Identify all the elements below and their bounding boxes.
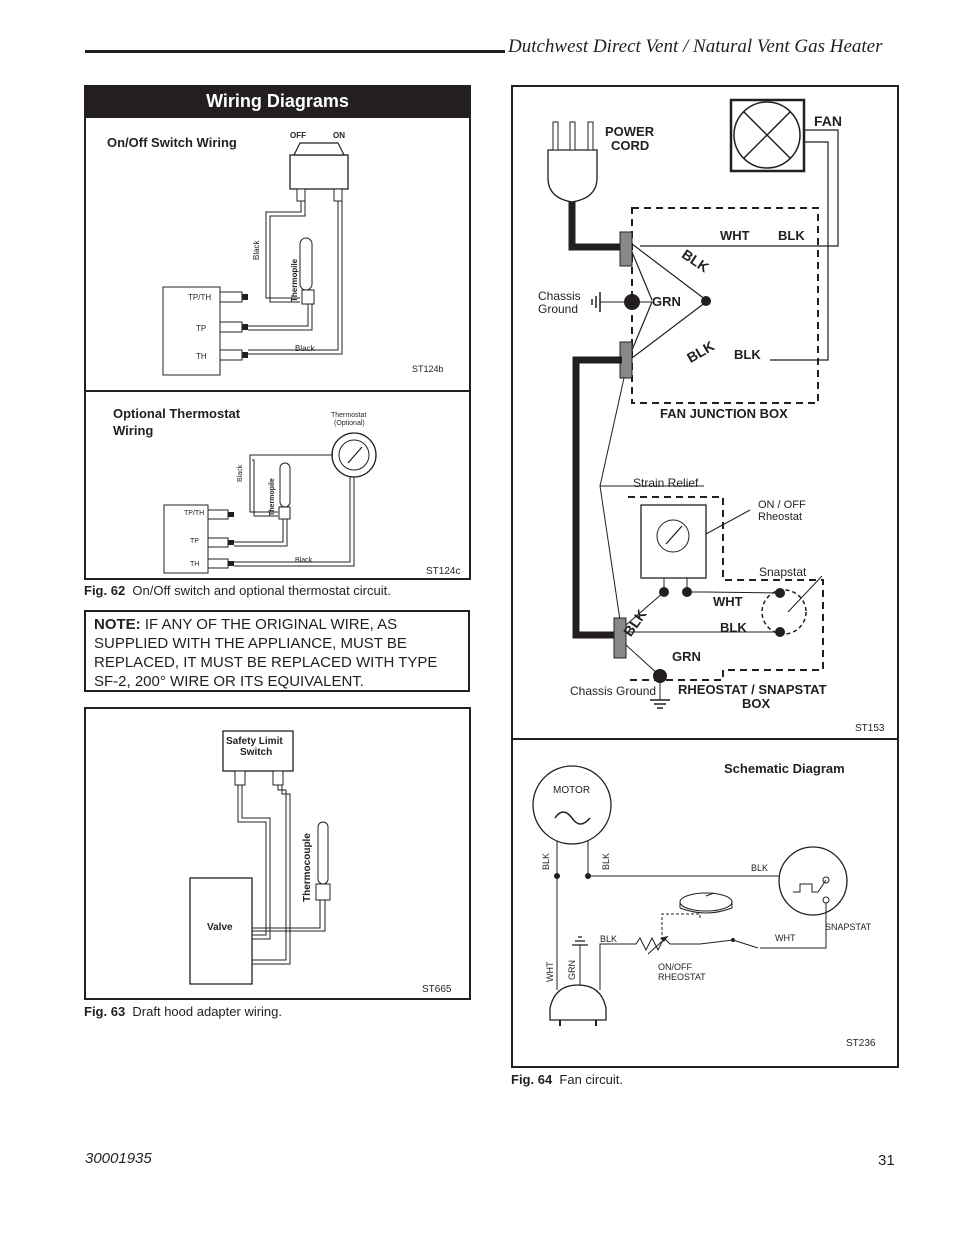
schematic-blk-label-1: BLK [541,852,551,870]
diagram-code-st124c: ST124c [426,566,461,577]
diagram-code-st124b: ST124b [412,364,444,374]
fig64-caption [511,1072,623,1087]
chassis-ground-label-2: Ground [538,302,579,316]
wire-blk-diagonal-1: BLK [679,246,712,276]
wire-blk-label-2: BLK [734,347,761,362]
schematic-rheostat-label-2: RHEOSTAT [658,972,706,982]
fig64-caption-number: Fig. 64 [511,1072,553,1087]
note-text: IF ANY OF THE ORIGINAL WIRE, AS SUPPLIED WITH THE APPLIANCE, MUST BE REPLACED, IT MUST BE REPLACED WITH TYPE SF-2, 200° WIRE OR ITS EQUIVALENT. [94,616,438,690]
onoff-switch-title: On/Off Switch Wiring [107,135,237,150]
wire-blk-diagonal-3: BLK [620,606,650,640]
wire-blk-diagonal-2: BLK [684,337,717,366]
note-lead: NOTE: [94,616,141,633]
valve-label: Valve [207,922,233,933]
terminal-th-label-2: TH [190,561,200,568]
fig62-caption-text: On/Off switch and optional thermostat circuit. [132,583,391,598]
footer-document-number: 30001935 [85,1150,152,1167]
wire-label-black: Black [252,240,261,260]
terminal-tp-label: TP [196,324,207,333]
fan-junction-box-label: FAN JUNCTION BOX [660,406,788,421]
wire-grn-label: GRN [652,294,681,309]
motor-label: MOTOR [553,785,591,796]
wire-label-black-2: Black [295,344,315,353]
power-cord-label-1: POWER [605,124,655,139]
rheostat-snapstat-box-label-2: BOX [742,696,771,711]
footer-page-number: 31 [878,1152,895,1169]
fig62-caption-number: Fig. 62 [84,583,126,598]
wire-wht-label-2: WHT [713,594,743,609]
diagram-code-st236: ST236 [846,1038,876,1049]
wire-blk-label-3: BLK [720,620,747,635]
chassis-ground-label-1: Chassis [538,289,581,303]
schematic-rheostat-label-1: ON/OFF [658,962,692,972]
thermocouple-label: Thermocouple [302,833,313,902]
power-cord-label-2: CORD [611,138,650,153]
fig63-caption-text: Draft hood adapter wiring. [132,1004,283,1019]
schematic-wht-label-2: WHT [775,933,796,943]
switch-off-label: OFF [290,131,306,140]
schematic-diagram-title: Schematic Diagram [724,761,845,776]
thermopile-label-2: Thermopile [269,478,276,516]
wire-label-black-4: Black [295,557,313,564]
wire-grn-label-2: GRN [672,649,701,664]
thermostat-title-line1: Optional Thermostat [113,406,241,421]
onoff-rheostat-label-1: ON / OFF [758,499,806,511]
thermopile-label: Thermopile [290,258,299,302]
terminal-tpth-label: TP/TH [188,293,212,302]
diagram-code-st665: ST665 [422,984,452,995]
fig63-caption-number: Fig. 63 [84,1004,126,1019]
terminal-tpth-label-2: TP/TH [184,510,205,517]
diagram-code-st153: ST153 [855,723,885,734]
terminal-th-label: TH [196,352,207,361]
safety-limit-label: Safety Limit [226,736,283,747]
schematic-wht-label-1: WHT [545,961,555,982]
wire-wht-label: WHT [720,228,750,243]
snapstat-label: Snapstat [759,565,807,579]
switch-on-label: ON [333,131,345,140]
fig64-caption-text: Fan circuit. [559,1072,623,1087]
schematic-blk-label-4: BLK [600,934,618,944]
strain-relief-label: Strain Relief [633,476,699,490]
thermostat-optional-label: (Optional) [334,420,365,427]
thermostat-title-line2: Wiring [113,423,154,438]
page-header-title: Dutchwest Direct Vent / Natural Vent Gas Heater [508,36,883,57]
section-title-banner: Wiring Diagrams [85,86,470,118]
schematic-grn-label: GRN [567,960,577,980]
wire-blk-label: BLK [778,228,805,243]
schematic-blk-label-3: BLK [751,863,769,873]
fan-label: FAN [814,113,842,129]
wire-label-black-3: Black [237,464,244,482]
rheostat-snapstat-box-label-1: RHEOSTAT / SNAPSTAT [678,682,827,697]
schematic-blk-label-2: BLK [601,852,611,870]
onoff-rheostat-label-2: Rheostat [758,511,803,523]
chassis-ground-label-3: Chassis Ground [570,684,657,698]
safety-switch-label: Switch [240,747,273,758]
thermostat-label: Thermostat [331,412,367,419]
terminal-tp-label-2: TP [190,538,199,545]
schematic-snapstat-label: SNAPSTAT [825,922,872,932]
